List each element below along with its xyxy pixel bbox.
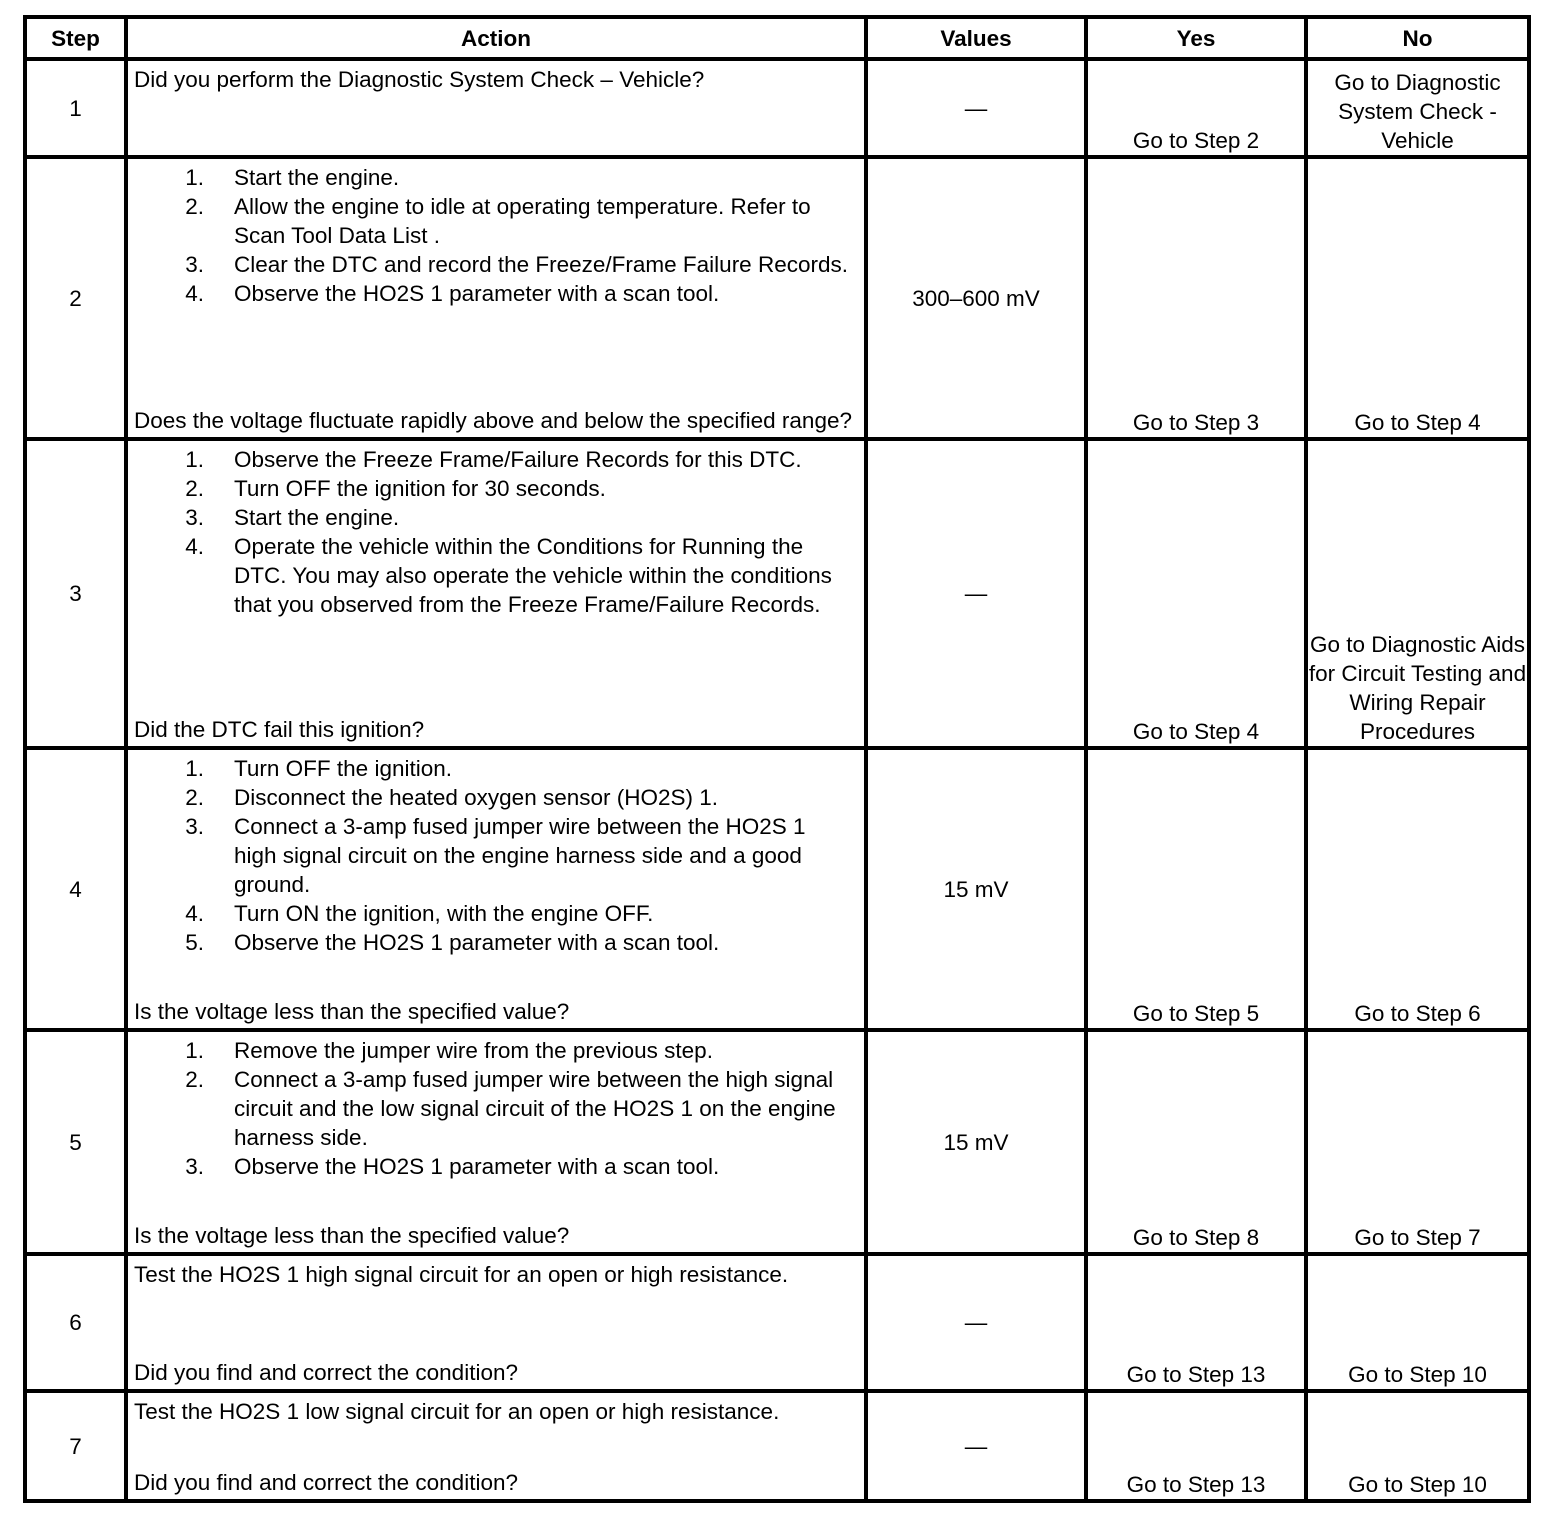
no-cell: Go to Step 4 xyxy=(1306,157,1529,439)
list-item-text: Connect a 3-amp fused jumper wire between the HO2S 1 high signal circuit on the engine harness side and a good ground. xyxy=(234,814,806,897)
list-item-number: 5. xyxy=(185,930,204,955)
list-item-number: 3. xyxy=(185,505,204,530)
list-item xyxy=(134,812,854,899)
values-cell: 300–600 mV xyxy=(866,157,1086,439)
list-item-text: Disconnect the heated oxygen sensor (HO2S) 1. xyxy=(234,785,719,810)
table-row xyxy=(25,1030,1529,1254)
action-cell xyxy=(126,157,866,439)
action-cell xyxy=(126,1254,866,1391)
action-question: Did you find and correct the condition? xyxy=(134,1360,518,1385)
action-question: Did the DTC fail this ignition? xyxy=(134,717,425,742)
table-row xyxy=(25,1391,1529,1501)
list-item xyxy=(134,503,854,532)
values-cell: — xyxy=(866,1391,1086,1501)
list-item-text: Start the engine. xyxy=(234,505,400,530)
table-row xyxy=(25,439,1529,748)
list-item xyxy=(134,445,854,474)
procedure-list xyxy=(134,445,854,619)
values-cell: — xyxy=(866,1254,1086,1391)
yes-cell: Go to Step 4 xyxy=(1086,439,1306,748)
header-step: Step xyxy=(25,17,126,59)
table-row xyxy=(25,157,1529,439)
values-cell: 15 mV xyxy=(866,748,1086,1030)
list-item-text: Clear the DTC and record the Freeze/Frame Failure Records. xyxy=(234,252,848,277)
list-item xyxy=(134,1036,854,1065)
procedure-list xyxy=(134,754,854,957)
list-item xyxy=(134,783,854,812)
table-row xyxy=(25,59,1529,157)
list-item xyxy=(134,1065,854,1152)
yes-cell: Go to Step 3 xyxy=(1086,157,1306,439)
step-number: 2 xyxy=(25,157,126,439)
list-item-text: Connect a 3-amp fused jumper wire between the high signal circuit and the low signal circuit of the HO2S 1 on the engine harness side. xyxy=(234,1067,836,1150)
list-item-number: 3. xyxy=(185,1154,204,1179)
action-instruction: Test the HO2S 1 low signal circuit for an open or high resistance. xyxy=(134,1399,780,1424)
header-values: Values xyxy=(866,17,1086,59)
list-item xyxy=(134,163,854,192)
table-row xyxy=(25,748,1529,1030)
list-item-number: 1. xyxy=(185,756,204,781)
step-number: 1 xyxy=(25,59,126,157)
no-cell: Go to Diagnostic Aids for Circuit Testing and Wiring Repair Procedures xyxy=(1306,439,1529,748)
list-item xyxy=(134,192,854,250)
list-item-text: Allow the engine to idle at operating temperature. Refer to Scan Tool Data List . xyxy=(234,194,811,248)
values-cell: — xyxy=(866,59,1086,157)
action-question: Is the voltage less than the specified value? xyxy=(134,1223,570,1248)
list-item-text: Turn OFF the ignition for 30 seconds. xyxy=(234,476,606,501)
step-number: 3 xyxy=(25,439,126,748)
list-item-number: 2. xyxy=(185,1067,204,1092)
diagnostic-table xyxy=(23,15,1531,1503)
list-item-number: 4. xyxy=(185,534,204,559)
list-item-text: Observe the Freeze Frame/Failure Records for this DTC. xyxy=(234,447,802,472)
list-item-text: Turn ON the ignition, with the engine OFF. xyxy=(234,901,654,926)
list-item-number: 4. xyxy=(185,281,204,306)
list-item-number: 1. xyxy=(185,165,204,190)
procedure-list xyxy=(134,1036,854,1181)
list-item-number: 2. xyxy=(185,194,204,219)
header-no: No xyxy=(1306,17,1529,59)
list-item xyxy=(134,250,854,279)
list-item-text: Start the engine. xyxy=(234,165,400,190)
action-cell xyxy=(126,1030,866,1254)
list-item-number: 1. xyxy=(185,447,204,472)
no-cell: Go to Step 10 xyxy=(1306,1391,1529,1501)
action-question: Does the voltage fluctuate rapidly above and below the specified range? xyxy=(134,408,852,433)
no-cell: Go to Step 10 xyxy=(1306,1254,1529,1391)
header-action: Action xyxy=(126,17,866,59)
action-question: Is the voltage less than the specified value? xyxy=(134,999,570,1024)
list-item-text: Turn OFF the ignition. xyxy=(234,756,453,781)
no-cell: Go to Step 7 xyxy=(1306,1030,1529,1254)
list-item xyxy=(134,279,854,308)
list-item-text: Observe the HO2S 1 parameter with a scan tool. xyxy=(234,1154,720,1179)
table-row xyxy=(25,1254,1529,1391)
list-item-text: Remove the jumper wire from the previous step. xyxy=(234,1038,713,1063)
action-question: Did you find and correct the condition? xyxy=(134,1470,518,1495)
step-number: 4 xyxy=(25,748,126,1030)
list-item-number: 2. xyxy=(185,476,204,501)
no-cell: Go to Step 6 xyxy=(1306,748,1529,1030)
list-item-number: 1. xyxy=(185,1038,204,1063)
header-yes: Yes xyxy=(1086,17,1306,59)
list-item-text: Observe the HO2S 1 parameter with a scan tool. xyxy=(234,930,720,955)
yes-cell: Go to Step 5 xyxy=(1086,748,1306,1030)
procedure-list xyxy=(134,163,854,308)
action-instruction: Did you perform the Diagnostic System Check – Vehicle? xyxy=(134,67,705,92)
action-cell xyxy=(126,748,866,1030)
values-cell: 15 mV xyxy=(866,1030,1086,1254)
list-item xyxy=(134,754,854,783)
step-number: 5 xyxy=(25,1030,126,1254)
no-cell: Go to Diagnostic System Check - Vehicle xyxy=(1306,59,1529,157)
action-cell xyxy=(126,439,866,748)
step-number: 6 xyxy=(25,1254,126,1391)
list-item xyxy=(134,1152,854,1181)
list-item-number: 3. xyxy=(185,252,204,277)
list-item xyxy=(134,928,854,957)
list-item-number: 4. xyxy=(185,901,204,926)
yes-cell: Go to Step 8 xyxy=(1086,1030,1306,1254)
list-item-text: Observe the HO2S 1 parameter with a scan tool. xyxy=(234,281,720,306)
yes-cell: Go to Step 2 xyxy=(1086,59,1306,157)
list-item xyxy=(134,899,854,928)
header-row xyxy=(25,17,1529,59)
list-item-number: 2. xyxy=(185,785,204,810)
step-number: 7 xyxy=(25,1391,126,1501)
list-item-text: Operate the vehicle within the Conditions for Running the DTC. You may also operate the vehicle within the conditions that you observed from the Freeze Frame/Failure Records. xyxy=(234,534,832,617)
list-item-number: 3. xyxy=(185,814,204,839)
values-cell: — xyxy=(866,439,1086,748)
action-cell xyxy=(126,1391,866,1501)
action-instruction: Test the HO2S 1 high signal circuit for an open or high resistance. xyxy=(134,1262,789,1287)
list-item xyxy=(134,474,854,503)
yes-cell: Go to Step 13 xyxy=(1086,1254,1306,1391)
yes-cell: Go to Step 13 xyxy=(1086,1391,1306,1501)
action-cell xyxy=(126,59,866,157)
list-item xyxy=(134,532,854,619)
